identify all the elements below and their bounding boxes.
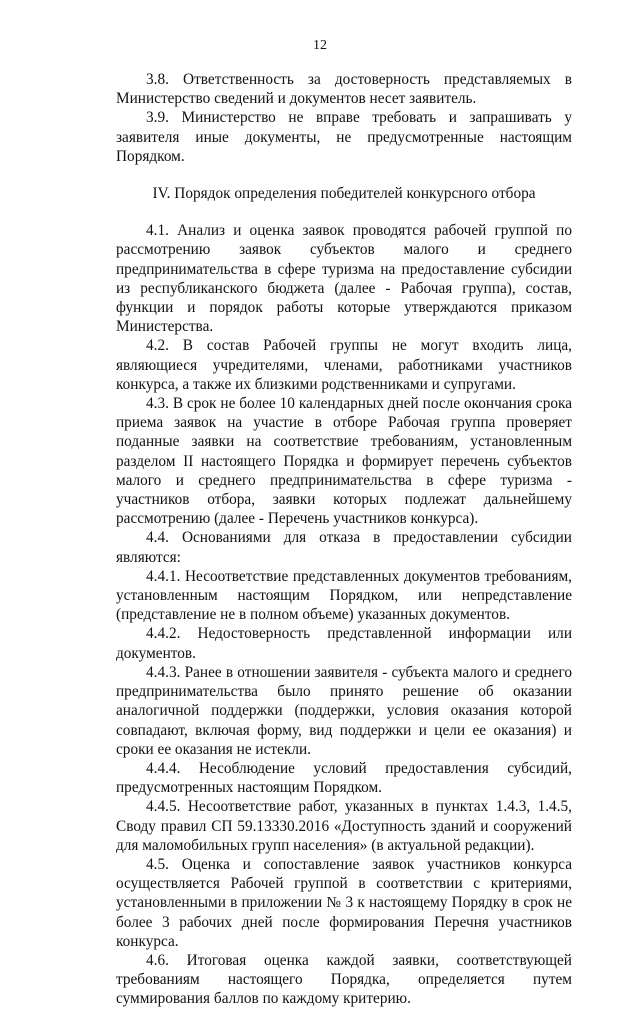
- paragraph-4-3: 4.3. В срок не более 10 календарных дней после окончания срока приема заявок на участие в отборе Рабочая группа проверяет поданные заявки на соответствие требованиям, установленным разделом II настоящего Порядка и формирует перечень субъектов малого и среднего предпринимательства в сфере туризма - участников отбора, заявки которых подлежат дальнейшему рассмотрению (далее - Перечень участников конкурса).: [116, 395, 572, 528]
- paragraph-3-8: 3.8. Ответственность за достоверность представляемых в Министерство сведений и документов несет заявитель.: [116, 71, 572, 108]
- paragraph-4-4-4: 4.4.4. Несоблюдение условий предоставления субсидий, предусмотренных настоящим Порядком.: [116, 759, 572, 797]
- paragraph-4-4-1: 4.4.1. Несоответствие представленных документов требованиям, установленным настоящим Порядком, или непредставление (представление не в полном объеме) указанных документов.: [116, 567, 572, 624]
- paragraph-4-5: 4.5. Оценка и сопоставление заявок участников конкурса осуществляется Рабочей группой в соответствии с критериями, установленными в приложении № 3 к настоящему Порядку в срок не более 3 рабочих дней после формирования Перечня участников конкурса.: [116, 855, 572, 950]
- paragraph-4-1: 4.1. Анализ и оценка заявок проводятся рабочей группой по рассмотрению заявок субъектов малого и среднего предпринимательства в сфере туризма на предоставление субсидии из республиканского бюджета (далее - Рабочая группа), состав, функции и порядок работы которые утверждаются приказом Министерства.: [116, 222, 572, 336]
- paragraph-4-4-2: 4.4.2. Недостоверность представленной информации или документов.: [116, 625, 572, 662]
- page-number: 12: [313, 38, 327, 53]
- section-heading: IV. Порядок определения победителей конкурсного отбора: [152, 185, 536, 203]
- document-body: [116, 70, 572, 1009]
- paragraph-4-4: 4.4. Основаниями для отказа в предоставлении субсидии являются:: [116, 529, 572, 566]
- paragraph-4-4-3: 4.4.3. Ранее в отношении заявителя - субъекта малого и среднего предпринимательства было принято решение об оказании аналогичной поддержки (поддержки, условия оказания которой совпадают, включая форму, вид поддержки и цели ее оказания) и сроки ее оказания не истекли.: [116, 663, 572, 758]
- paragraph-4-4-5: 4.4.5. Несоответствие работ, указанных в пунктах 1.4.3, 1.4.5, Своду правил СП 59.13330.2016 «Доступность зданий и сооружений для маломобильных групп населения» (в актуальной редакции).: [116, 798, 572, 854]
- paragraph-4-2: 4.2. В состав Рабочей группы не могут входить лица, являющиеся учредителями, членами, работниками участников конкурса, а также их близкими родственниками и супругами.: [116, 337, 572, 393]
- paragraph-4-6: 4.6. Итоговая оценка каждой заявки, соответствующей требованиям настоящего Порядка, определяется путем суммирования баллов по каждому критерию.: [116, 951, 572, 1008]
- paragraph-3-9: 3.9. Министерство не вправе требовать и запрашивать у заявителя иные документы, не предусмотренные настоящим Порядком.: [116, 109, 572, 165]
